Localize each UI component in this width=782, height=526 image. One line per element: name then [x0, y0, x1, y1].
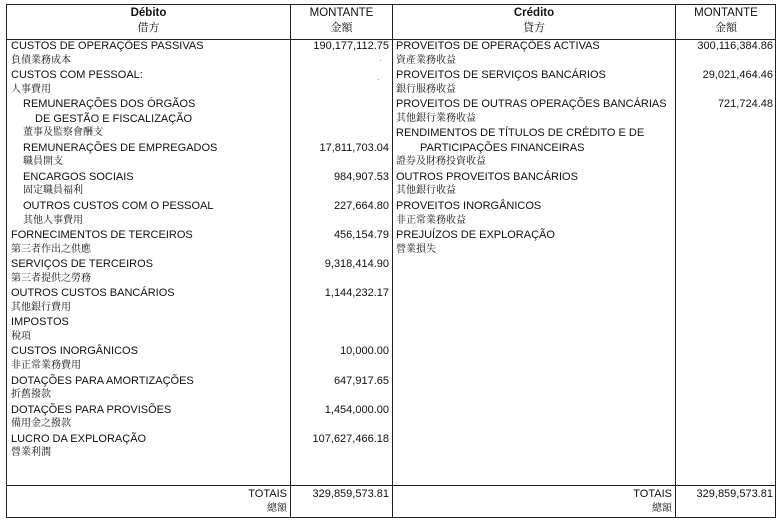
- debit-row-label: DOTAÇÕES PARA AMORTIZAÇÕES: [11, 374, 194, 387]
- debit-row-amount: [291, 155, 392, 170]
- credit-row-amount: [676, 54, 776, 69]
- debit-row-label: 備用金之撥款: [11, 418, 71, 430]
- credit-row-label: 銀行服務收益: [396, 83, 456, 95]
- credit-row-label: RENDIMENTOS DE TÍTULOS DE CRÉDITO E DE: [396, 127, 645, 140]
- amount-header-pt: MONTANTE: [309, 7, 374, 19]
- totals-label-pt: TOTAIS: [633, 488, 672, 500]
- amount-header-pt: MONTANTE: [694, 7, 758, 19]
- debit-row-amount: [291, 243, 392, 258]
- credit-row-label: 非正常業務收益: [396, 214, 466, 226]
- debit-row-amount: 1,454,000.00: [324, 403, 389, 416]
- credit-row-label: PROVEITOS DE SERVIÇOS BANCÁRIOS: [396, 69, 606, 82]
- debit-row-label: 非正常業務費用: [11, 360, 81, 372]
- credit-row-label: PARTICIPAÇÕES FINANCEIRAS: [420, 141, 585, 154]
- debit-row-amount: [291, 184, 392, 199]
- debit-row-amount: [291, 97, 392, 112]
- debit-row-amount: [291, 330, 392, 345]
- amount-header-zh: 金額: [715, 21, 737, 34]
- credit-row-amount: [676, 155, 776, 170]
- credit-row-amount: [676, 228, 776, 243]
- credit-totals-label: [393, 485, 672, 519]
- credit-row-label: PROVEITOS DE OPERAÇÕES ACTIVAS: [396, 40, 600, 52]
- credit-row-label: 資產業務收益: [396, 54, 456, 66]
- totals-label-zh: 總額: [652, 503, 672, 514]
- debit-label-column: [11, 39, 289, 461]
- debit-row-amount: 456,154.79: [333, 229, 389, 242]
- credit-label-column: [396, 39, 674, 257]
- debit-row-label: OUTROS CUSTOS COM O PESSOAL: [23, 200, 214, 213]
- debit-row-label: OUTROS CUSTOS BANCÁRIOS: [11, 287, 175, 300]
- column-divider: [392, 5, 393, 517]
- debit-row-amount: 227,664.80: [333, 200, 389, 213]
- credit-row-amount: [676, 214, 776, 229]
- debit-row-label: 其他人事費用: [23, 214, 83, 226]
- debit-row-amount: [291, 214, 392, 229]
- credit-amount-column: [676, 39, 776, 257]
- debit-row-amount: 17,811,703.04: [319, 141, 389, 154]
- credit-row-label: 其他銀行收益: [396, 185, 456, 197]
- debit-amount-header: [291, 5, 392, 39]
- debit-header-pt: Débito: [130, 7, 167, 19]
- credit-row-amount: [676, 184, 776, 199]
- credit-header-zh: 貸方: [523, 21, 545, 34]
- debit-row-label: 營業利潤: [11, 447, 51, 459]
- debit-row-label: 董事及監察會酬支: [23, 127, 103, 139]
- credit-header: [393, 5, 675, 39]
- debit-row-amount: 647,917.65: [333, 374, 389, 387]
- credit-row-amount: 721,724.48: [717, 98, 773, 111]
- debit-row-amount: 1,144,232.17: [324, 287, 389, 300]
- debit-row-amount: [291, 417, 392, 432]
- debit-total-cell: [291, 485, 392, 519]
- debit-row-label: 固定職員福利: [23, 185, 83, 197]
- debit-row-label: 其他銀行費用: [11, 301, 71, 313]
- debit-row-label: CUSTOS INORGÂNICOS: [11, 345, 138, 358]
- debit-row-label: 第三者提供之勞務: [11, 272, 91, 284]
- credit-row-label: PREJUÍZOS DE EXPLORAÇÃO: [396, 229, 555, 242]
- debit-row-amount: [291, 388, 392, 403]
- debit-row-amount: 10,000.00: [340, 345, 389, 358]
- debit-row-label: CUSTOS DE OPERAÇÕES PASSIVAS: [11, 40, 204, 52]
- debit-row-amount: [291, 126, 392, 141]
- credit-row-label: 其他銀行業務收益: [396, 112, 476, 124]
- credit-amount-header: [676, 5, 776, 39]
- credit-total-cell: [676, 485, 776, 519]
- debit-amount-column: [291, 39, 392, 461]
- totals-label-pt: TOTAIS: [248, 488, 287, 500]
- debit-row-amount: [291, 301, 392, 316]
- debit-row-amount: [291, 359, 392, 374]
- faint-mark: ·: [377, 74, 380, 84]
- credit-row-amount: [676, 126, 776, 141]
- debit-totals-label: [7, 485, 287, 519]
- credit-row-amount: [676, 83, 776, 98]
- credit-total: 329,859,573.81: [696, 488, 773, 500]
- debit-row-amount: 107,627,466.18: [312, 432, 389, 445]
- credit-row-amount: [676, 199, 776, 214]
- faint-mark: ·: [379, 55, 382, 65]
- debit-row-amount: [291, 315, 392, 330]
- debit-header-zh: 借方: [137, 21, 160, 34]
- debit-row-label: 負債業務成本: [11, 54, 71, 66]
- debit-header: [7, 5, 290, 39]
- credit-row-amount: [676, 170, 776, 185]
- debit-row-label: DOTAÇÕES PARA PROVISÕES: [11, 403, 172, 416]
- debit-row-label: ENCARGOS SOCIAIS: [23, 170, 134, 183]
- debit-row-label: DE GESTÃO E FISCALIZAÇÃO: [35, 112, 193, 125]
- credit-row-amount: [676, 141, 776, 156]
- debit-row-amount: [291, 446, 392, 461]
- debit-total: 329,859,573.81: [312, 488, 389, 500]
- debit-row-amount: 190,177,112.75: [313, 40, 389, 52]
- debit-row-amount: [291, 83, 392, 98]
- debit-row-amount: [291, 54, 392, 69]
- debit-row-amount: 9,318,414.90: [324, 258, 389, 271]
- debit-row-label: CUSTOS COM PESSOAL:: [11, 69, 143, 82]
- debit-row-label: REMUNERAÇÕES DOS ÓRGÃOS: [23, 98, 196, 111]
- debit-row-label: 人事費用: [11, 83, 51, 95]
- debit-row-label: 稅項: [11, 330, 31, 342]
- debit-row-label: REMUNERAÇÕES DE EMPREGADOS: [23, 141, 218, 154]
- credit-row-label: 證券及財務投資收益: [396, 156, 486, 168]
- credit-row-amount: 29,021,464.46: [702, 69, 773, 82]
- credit-row-amount: [676, 243, 776, 258]
- debit-row-label: LUCRO DA EXPLORAÇÃO: [11, 432, 147, 445]
- credit-row-amount: [676, 112, 776, 127]
- debit-row-amount: [291, 112, 392, 127]
- amount-header-zh: 金額: [330, 21, 353, 34]
- debit-row-label: IMPOSTOS: [11, 316, 69, 329]
- credit-row-label: 營業損失: [396, 243, 436, 255]
- credit-header-pt: Crédito: [513, 7, 555, 19]
- debit-row-label: FORNECIMENTOS DE TERCEIROS: [11, 229, 193, 242]
- debit-row-label: 折舊撥款: [11, 389, 51, 401]
- credit-row-label: PROVEITOS INORGÂNICOS: [396, 200, 542, 213]
- credit-row-amount: 300,116,384.86: [697, 40, 773, 52]
- income-statement-table: [6, 4, 776, 518]
- debit-row-amount: 984,907.53: [333, 170, 389, 183]
- credit-row-label: PROVEITOS DE OUTRAS OPERAÇÕES BANCÁRIAS: [396, 98, 667, 111]
- debit-row-label: SERVIÇOS DE TERCEIROS: [11, 258, 154, 271]
- debit-row-label: 職員開支: [23, 156, 63, 168]
- debit-row-label: 第三者作出之供應: [11, 243, 91, 255]
- debit-row-amount: [291, 272, 392, 287]
- credit-row-label: OUTROS PROVEITOS BANCÁRIOS: [396, 170, 578, 183]
- totals-label-zh: 總額: [267, 503, 287, 514]
